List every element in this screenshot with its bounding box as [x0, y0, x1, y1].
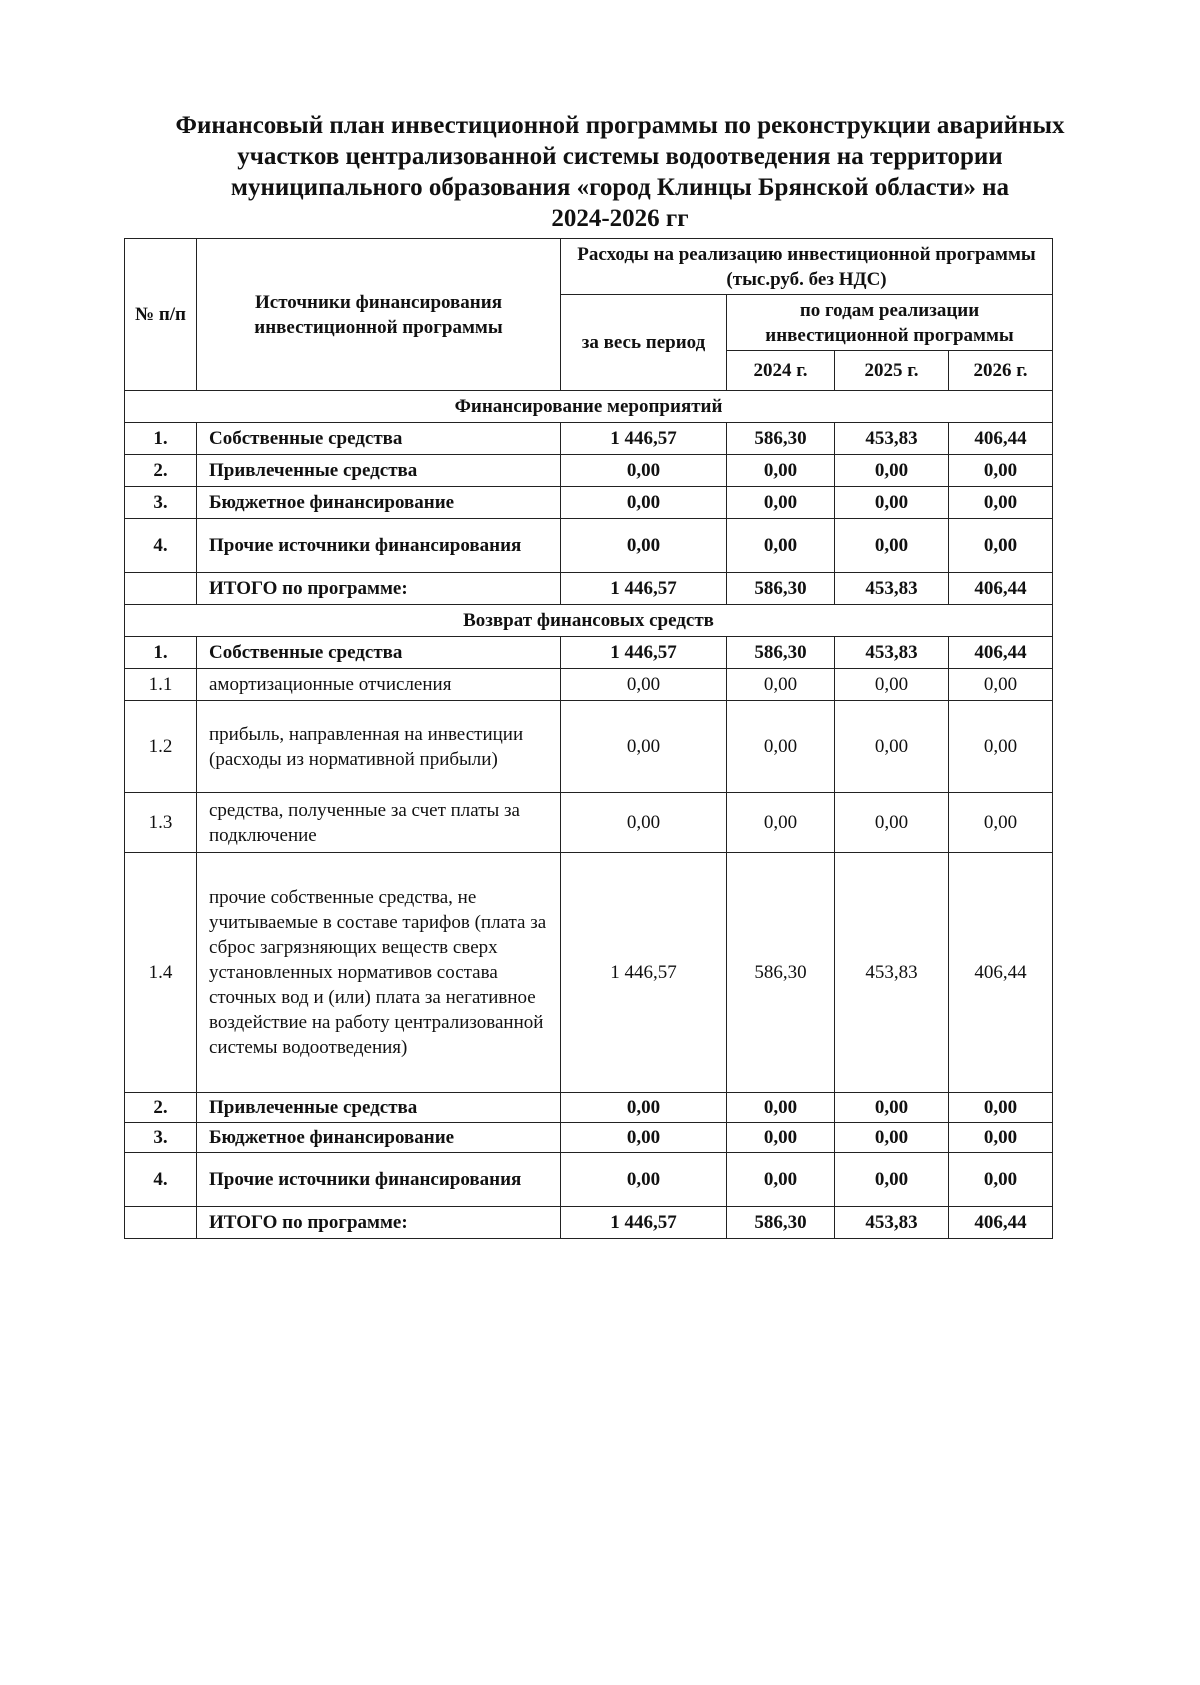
table-row: [125, 637, 1053, 669]
row-num: 4.: [125, 519, 197, 573]
table-row: [125, 1153, 1053, 1207]
row-num: 1.2: [125, 701, 197, 793]
row-name: Бюджетное финансирование: [197, 487, 561, 519]
row-2026: 406,44: [949, 1207, 1053, 1239]
table-row: [125, 853, 1053, 1093]
row-name: прибыль, направленная на инвестиции (расходы из нормативной прибыли): [197, 701, 561, 793]
row-2025: 0,00: [835, 1093, 949, 1123]
row-total: 0,00: [561, 1123, 727, 1153]
row-num: 1.1: [125, 669, 197, 701]
row-2026: 406,44: [949, 853, 1053, 1093]
row-total: 0,00: [561, 793, 727, 853]
section-title: Финансирование мероприятий: [125, 391, 1053, 423]
row-2026: 0,00: [949, 793, 1053, 853]
row-2025: 453,83: [835, 637, 949, 669]
row-2025: 0,00: [835, 1123, 949, 1153]
row-2024: 0,00: [727, 455, 835, 487]
row-name: Привлеченные средства: [197, 455, 561, 487]
row-total: 0,00: [561, 455, 727, 487]
row-total: 0,00: [561, 1153, 727, 1207]
row-num: 3.: [125, 487, 197, 519]
row-2025: 0,00: [835, 669, 949, 701]
row-2025: 453,83: [835, 853, 949, 1093]
row-2024: 0,00: [727, 519, 835, 573]
row-2024: 0,00: [727, 793, 835, 853]
row-2024: 586,30: [727, 637, 835, 669]
row-total: 1 446,57: [561, 423, 727, 455]
row-2024: 0,00: [727, 1153, 835, 1207]
row-num: [125, 1207, 197, 1239]
row-2024: 0,00: [727, 487, 835, 519]
row-num: 2.: [125, 1093, 197, 1123]
row-2024: 0,00: [727, 701, 835, 793]
row-2026: 0,00: [949, 455, 1053, 487]
title-line-4: 2024-2026 гг: [551, 205, 689, 232]
row-2026: 0,00: [949, 519, 1053, 573]
header-sources: Источники финансирования инвестиционной программы: [197, 239, 561, 391]
row-name: Прочие источники финансирования: [197, 519, 561, 573]
row-2026: 406,44: [949, 423, 1053, 455]
row-num: 3.: [125, 1123, 197, 1153]
table-row: [125, 519, 1053, 573]
row-num: 4.: [125, 1153, 197, 1207]
row-name: Бюджетное финансирование: [197, 1123, 561, 1153]
row-2026: 0,00: [949, 669, 1053, 701]
row-2025: 453,83: [835, 1207, 949, 1239]
row-num: [125, 573, 197, 605]
header-expenses: Расходы на реализацию инвестиционной программы (тыс.руб. без НДС): [561, 239, 1053, 295]
title-line-1: Финансовый план инвестиционной программы по реконструкции аварийных: [175, 112, 1065, 139]
row-2026: 406,44: [949, 573, 1053, 605]
row-2025: 0,00: [835, 487, 949, 519]
row-2026: 0,00: [949, 1153, 1053, 1207]
row-num: 1.3: [125, 793, 197, 853]
row-name: Собственные средства: [197, 423, 561, 455]
row-total: 0,00: [561, 701, 727, 793]
row-name: Собственные средства: [197, 637, 561, 669]
row-2025: 0,00: [835, 793, 949, 853]
row-name: прочие собственные средства, не учитываемые в составе тарифов (плата за сброс загрязняющих веществ сверх установленных нормативов состава сточных вод и (или) плата за негативное воздействие на работу централизованной системы водоотведения): [197, 853, 561, 1093]
row-total: 0,00: [561, 669, 727, 701]
row-2026: 0,00: [949, 487, 1053, 519]
row-total: 1 446,57: [561, 637, 727, 669]
row-name: средства, полученные за счет платы за подключение: [197, 793, 561, 853]
financial-plan-table: [124, 238, 1053, 1239]
table-row: [125, 455, 1053, 487]
row-2024: 586,30: [727, 423, 835, 455]
table-row: [125, 701, 1053, 793]
row-2026: 0,00: [949, 1123, 1053, 1153]
table-row: [125, 423, 1053, 455]
header-num: № п/п: [125, 239, 197, 391]
table-row-total: [125, 573, 1053, 605]
header-total-period: за весь период: [561, 295, 727, 391]
row-name: Прочие источники финансирования: [197, 1153, 561, 1207]
table-row: [125, 1093, 1053, 1123]
row-2025: 0,00: [835, 1153, 949, 1207]
table-row: [125, 669, 1053, 701]
row-total: 0,00: [561, 1093, 727, 1123]
table-row: [125, 1123, 1053, 1153]
table-row-total: [125, 1207, 1053, 1239]
row-2025: 453,83: [835, 423, 949, 455]
row-2026: 0,00: [949, 1093, 1053, 1123]
table-row: [125, 793, 1053, 853]
row-2025: 0,00: [835, 455, 949, 487]
row-name: ИТОГО по программе:: [197, 573, 561, 605]
header-by-years: по годам реализации инвестиционной программы: [727, 295, 1053, 351]
row-total: 0,00: [561, 487, 727, 519]
table-row: [125, 487, 1053, 519]
section-title: Возврат финансовых средств: [125, 605, 1053, 637]
header-year-2025: 2025 г.: [835, 351, 949, 391]
row-2025: 0,00: [835, 519, 949, 573]
row-total: 1 446,57: [561, 1207, 727, 1239]
header-year-2026: 2026 г.: [949, 351, 1053, 391]
row-total: 0,00: [561, 519, 727, 573]
row-2026: 406,44: [949, 637, 1053, 669]
document-title: [120, 110, 1120, 234]
row-2024: 0,00: [727, 1123, 835, 1153]
row-2026: 0,00: [949, 701, 1053, 793]
header-year-2024: 2024 г.: [727, 351, 835, 391]
title-line-2: участков централизованной системы водоотведения на территории: [237, 143, 1003, 170]
row-num: 1.4: [125, 853, 197, 1093]
row-name: ИТОГО по программе:: [197, 1207, 561, 1239]
title-line-3: муниципального образования «город Клинцы Брянской области» на: [230, 174, 1010, 201]
row-2025: 0,00: [835, 701, 949, 793]
row-2025: 453,83: [835, 573, 949, 605]
row-2024: 586,30: [727, 1207, 835, 1239]
row-2024: 586,30: [727, 573, 835, 605]
row-2024: 0,00: [727, 669, 835, 701]
row-2024: 586,30: [727, 853, 835, 1093]
row-num: 1.: [125, 637, 197, 669]
row-name: амортизационные отчисления: [197, 669, 561, 701]
row-total: 1 446,57: [561, 853, 727, 1093]
row-2024: 0,00: [727, 1093, 835, 1123]
row-name: Привлеченные средства: [197, 1093, 561, 1123]
row-num: 1.: [125, 423, 197, 455]
row-total: 1 446,57: [561, 573, 727, 605]
row-num: 2.: [125, 455, 197, 487]
